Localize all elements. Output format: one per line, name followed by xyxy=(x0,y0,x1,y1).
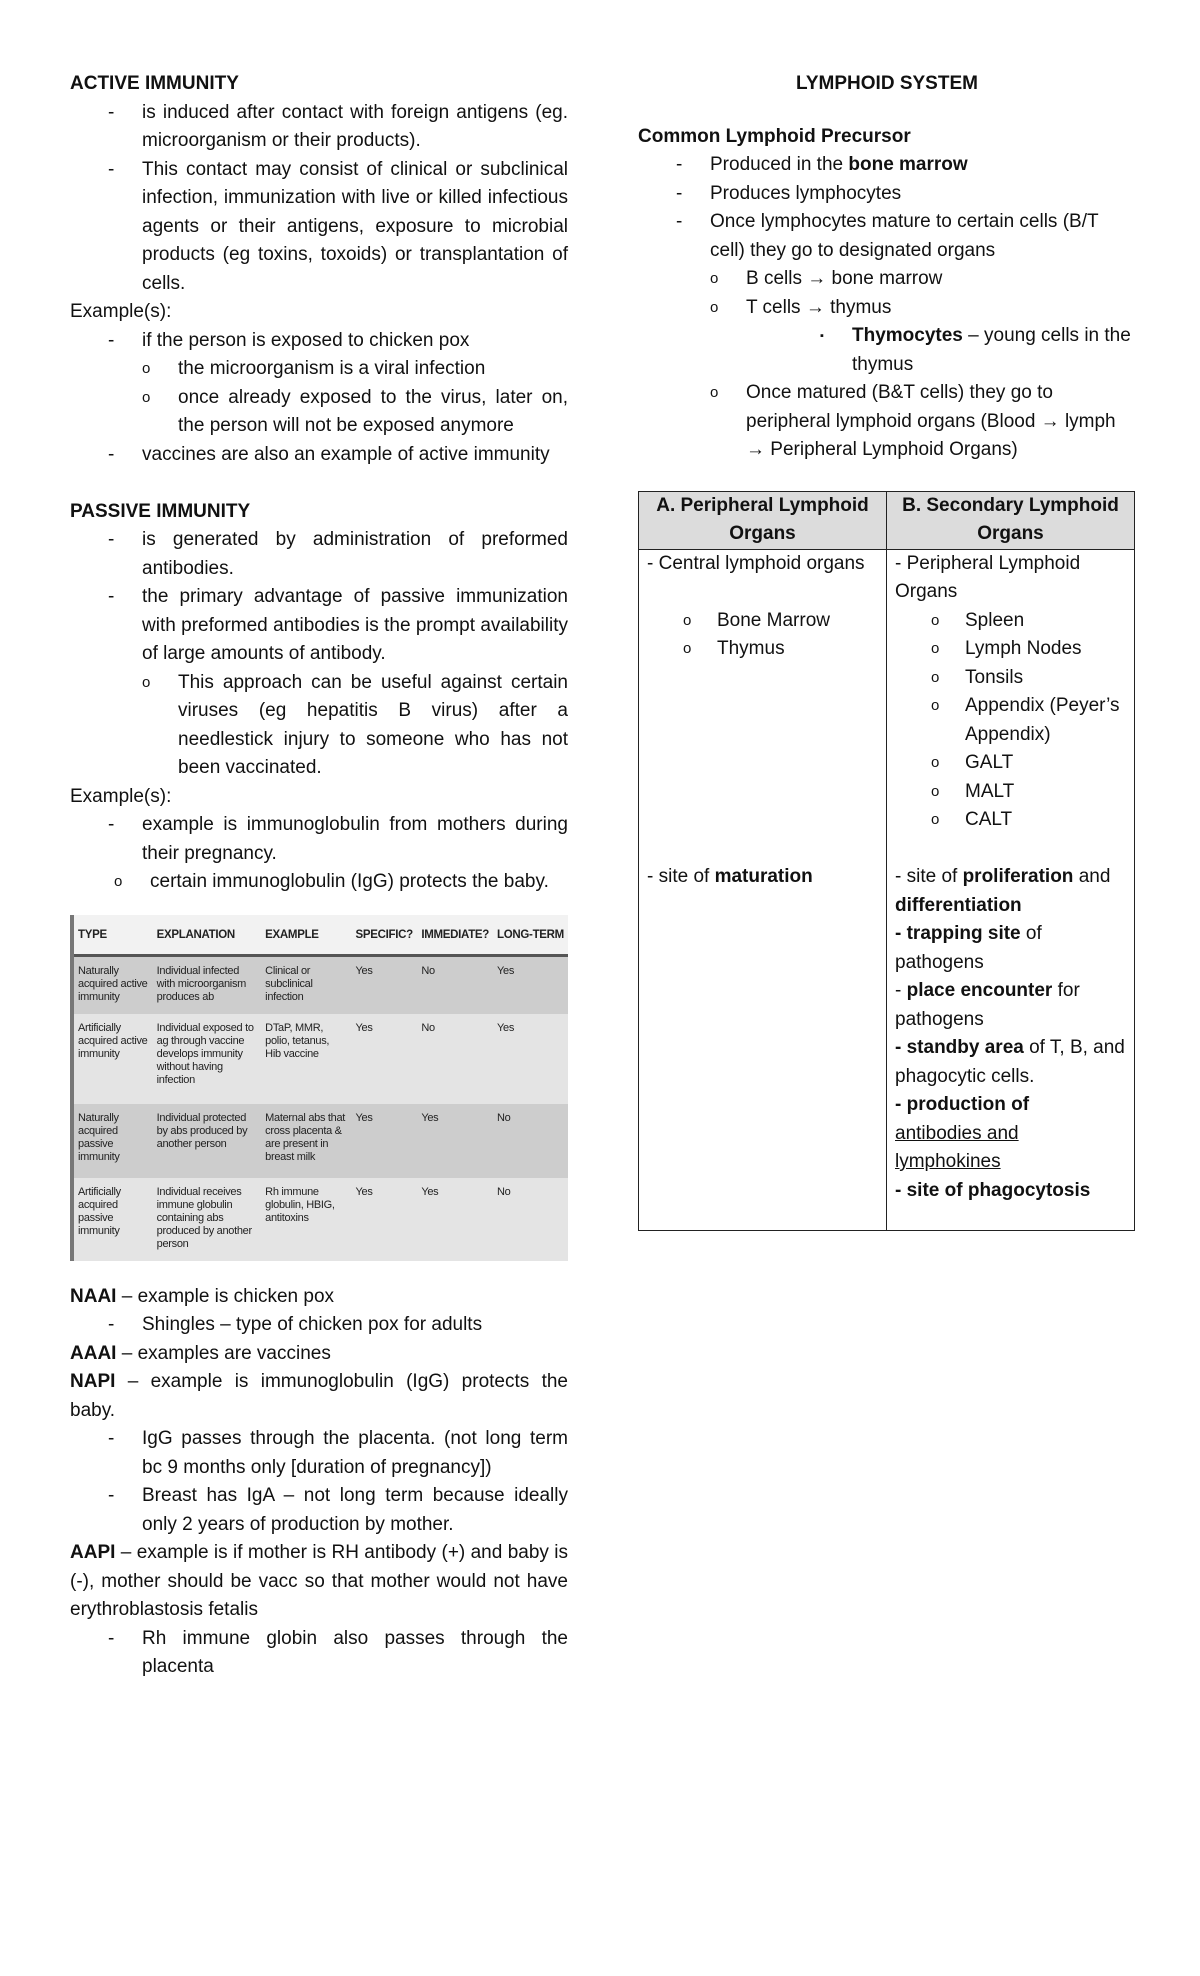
list-item: - example is immunoglobulin from mothers during their pregnancy. xyxy=(108,814,568,864)
napi-note: NAPI – example is immunoglobulin (IgG) protects the baby. xyxy=(70,1371,568,1421)
list-item: - the primary advantage of passive immunization with preformed antibodies is the prompt availability of large amounts of antibody. xyxy=(108,586,568,664)
list-item: o Once matured (B&T cells) they go to peripheral lymphoid organs (Blood → lymph → Peripheral Lymphoid Organs) xyxy=(710,382,1116,460)
left-column xyxy=(70,70,568,1682)
right-column xyxy=(638,70,1136,1231)
active-immunity-heading: ACTIVE IMMUNITY xyxy=(70,73,239,94)
list-item: - Rh immune globin also passes through the placenta xyxy=(108,1627,568,1677)
list-item: o B cells → bone marrow xyxy=(710,268,943,289)
list-item: o the microorganism is a viral infection xyxy=(142,358,486,379)
list-item: - is induced after contact with foreign antigens (eg. microorganism or their products). xyxy=(108,101,568,151)
examples-label: Example(s): xyxy=(70,301,172,322)
list-item: ▪ Thymocytes – young cells in the thymus xyxy=(820,325,1131,375)
list-item: o once already exposed to the virus, later on, the person will not be exposed anymore xyxy=(142,386,568,436)
list-item: - is generated by administration of preformed antibodies. xyxy=(108,529,568,579)
table-header: LONG-TERM xyxy=(493,915,568,956)
list-item: - Produces lymphocytes xyxy=(676,182,902,204)
list-item: - Shingles – type of chicken pox for adults xyxy=(108,1314,483,1335)
list-item: o certain immunoglobulin (IgG) protects the baby. xyxy=(114,871,549,892)
table-row: Artificially acquired active immunity Individual exposed to ag through vaccine develops immunity without having infection DTaP, MMR, polio, tetanus, Hib vaccine Yes No Yes xyxy=(72,1014,568,1104)
examples-label: Example(s): xyxy=(70,785,172,807)
list-item: o T cells → thymus xyxy=(710,296,892,318)
naai-note: NAAI – example is chicken pox xyxy=(70,1285,335,1307)
aapi-note: AAPI – example is if mother is RH antibody (+) and baby is (-), mother should be vacc so that mother would not have erythroblastosis fetalis xyxy=(70,1542,568,1620)
table-cell: - Central lymphoid organs o Bone Marrow o Thymus - site of maturation xyxy=(639,549,887,1230)
list-item: - if the person is exposed to chicken pox xyxy=(108,329,470,351)
list-item: - Breast has IgA – not long term because ideally only 2 years of production by mother. xyxy=(108,1485,568,1535)
table-header: A. Peripheral Lymphoid Organs xyxy=(639,491,887,549)
table-row: Naturally acquired passive immunity Individual protected by abs produced by another person Maternal abs that cross placenta & are present in breast milk Yes Yes No xyxy=(72,1104,568,1178)
lymphoid-subtitle: Common Lymphoid Precursor xyxy=(638,125,911,147)
table-header: TYPE xyxy=(72,915,153,956)
immunity-types-table xyxy=(70,915,568,1261)
list-item: - Produced in the bone marrow xyxy=(676,154,968,175)
table-header: EXAMPLE xyxy=(261,915,351,956)
list-item: - IgG passes through the placenta. (not long term bc 9 months only [duration of pregnancy]) xyxy=(108,1428,568,1478)
aaai-note: AAAI – examples are vaccines xyxy=(70,1342,331,1364)
table-row: Artificially acquired passive immunity Individual receives immune globulin containing abs produced by another person Rh immune globulin, HBIG, antitoxins Yes Yes No xyxy=(72,1178,568,1261)
list-item: o This approach can be useful against certain viruses (eg hepatitis B virus) after a needlestick injury to someone who has not been vaccinated. xyxy=(142,671,568,778)
table-header: IMMEDIATE? xyxy=(417,915,493,956)
list-item: - vaccines are also an example of active immunity xyxy=(108,443,550,465)
list-item: - This contact may consist of clinical or subclinical infection, immunization with live or killed infectious agents or their antigens, exposure to microbial products (eg toxins, toxoids) or transplantation of cells. xyxy=(108,158,568,294)
lymphoid-system-heading: LYMPHOID SYSTEM xyxy=(796,73,978,94)
table-header: B. Secondary Lymphoid Organs xyxy=(887,491,1135,549)
table-header: EXPLANATION xyxy=(153,915,262,956)
list-item: - Once lymphocytes mature to certain cells (B/T cell) they go to designated organs xyxy=(676,211,1099,261)
passive-immunity-heading: PASSIVE IMMUNITY xyxy=(70,500,251,522)
table-row xyxy=(639,549,1135,1230)
table-row: Naturally acquired active immunity Individual infected with microorganism produces ab Clinical or subclinical infection Yes No Yes xyxy=(72,955,568,1014)
table-header: SPECIFIC? xyxy=(351,915,417,956)
table-cell: - Peripheral Lymphoid Organs o Spleen o Lymph Nodes o Tonsils o Appendix (Peyer’s Appendix) o GALT o MALT o CALT - site of proliferation and differentiation - trapping site of pathogens - place encounter for pathogens - standby area of T, B, and phagocytic cells. - production of antibodies and lymphokines - site of phagocytosis xyxy=(887,549,1135,1230)
lymphoid-organs-table xyxy=(638,491,1135,1231)
